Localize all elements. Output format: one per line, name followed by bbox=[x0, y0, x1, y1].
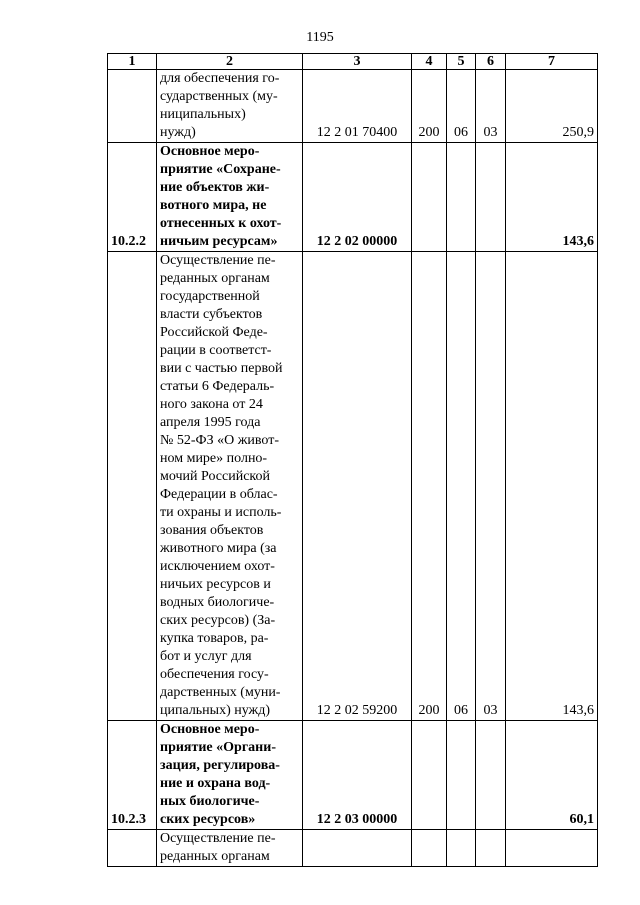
row-col4 bbox=[412, 830, 447, 867]
header-col-6: 6 bbox=[476, 54, 506, 70]
row-name-line: ние объектов жи- bbox=[160, 180, 270, 195]
row-name-line: реданных органам bbox=[160, 271, 270, 286]
row-col4 bbox=[412, 143, 447, 252]
row-name-line: нужд) bbox=[160, 125, 196, 140]
row-name-line: ном мире» полно- bbox=[160, 451, 268, 466]
row-name bbox=[157, 721, 303, 830]
row-name-line: мочий Российской bbox=[160, 469, 271, 484]
row-name-line: обеспечения госу- bbox=[160, 667, 269, 682]
table-row bbox=[108, 70, 598, 143]
row-col6: 03 bbox=[476, 70, 506, 143]
row-number: 10.2.2 bbox=[108, 143, 157, 252]
row-name-line: ти охраны и исполь- bbox=[160, 505, 282, 520]
row-name-line: статьи 6 Федераль- bbox=[160, 379, 275, 394]
header-col-3: 3 bbox=[303, 54, 412, 70]
row-name-line: приятие «Органи- bbox=[160, 740, 276, 755]
row-col6 bbox=[476, 830, 506, 867]
table-row bbox=[108, 830, 598, 867]
row-code: 12 2 02 00000 bbox=[303, 143, 412, 252]
table-row bbox=[108, 143, 598, 252]
header-col-1: 1 bbox=[108, 54, 157, 70]
row-amount: 143,6 bbox=[506, 252, 598, 721]
row-col6: 03 bbox=[476, 252, 506, 721]
row-name-line: Федерации в облас- bbox=[160, 487, 278, 502]
row-col6 bbox=[476, 721, 506, 830]
row-name-line: Осуществление пе- bbox=[160, 831, 276, 846]
row-name-line: водных биологиче- bbox=[160, 595, 275, 610]
row-code bbox=[303, 830, 412, 867]
row-code: 12 2 03 00000 bbox=[303, 721, 412, 830]
header-col-4: 4 bbox=[412, 54, 447, 70]
budget-table bbox=[107, 53, 598, 867]
row-col5 bbox=[447, 830, 476, 867]
row-col4: 200 bbox=[412, 70, 447, 143]
row-amount bbox=[506, 830, 598, 867]
row-name-line: вии с частью первой bbox=[160, 361, 283, 376]
row-name-line: апреля 1995 года bbox=[160, 415, 261, 430]
row-name-line: для обеспечения го- bbox=[160, 71, 280, 86]
row-col5: 06 bbox=[447, 70, 476, 143]
row-col4: 200 bbox=[412, 252, 447, 721]
row-name-line: ние и охрана вод- bbox=[160, 776, 271, 791]
row-name-line: реданных органам bbox=[160, 849, 270, 864]
row-name-line: рации в соответст- bbox=[160, 343, 272, 358]
row-number: 10.2.3 bbox=[108, 721, 157, 830]
row-name-line: № 52-ФЗ «О живот- bbox=[160, 433, 279, 448]
row-name-line: купка товаров, ра- bbox=[160, 631, 269, 646]
row-col5 bbox=[447, 721, 476, 830]
row-amount: 143,6 bbox=[506, 143, 598, 252]
row-name-line: зования объектов bbox=[160, 523, 264, 538]
row-name-line: Осуществление пе- bbox=[160, 253, 276, 268]
row-name-line: ципальных) нужд) bbox=[160, 703, 271, 718]
row-amount: 60,1 bbox=[506, 721, 598, 830]
table-row bbox=[108, 721, 598, 830]
row-number bbox=[108, 70, 157, 143]
table-row bbox=[108, 252, 598, 721]
row-name-line: ных биологиче- bbox=[160, 794, 260, 809]
row-col4 bbox=[412, 721, 447, 830]
row-name bbox=[157, 70, 303, 143]
row-name-line: дарственных (муни- bbox=[160, 685, 281, 700]
row-name-line: ских ресурсов) (За- bbox=[160, 613, 276, 628]
row-name-line: Основное меро- bbox=[160, 722, 260, 737]
row-name bbox=[157, 143, 303, 252]
row-name bbox=[157, 830, 303, 867]
row-name-line: вотного мира, не bbox=[160, 198, 267, 213]
row-name-line: исключением охот- bbox=[160, 559, 275, 574]
header-col-5: 5 bbox=[447, 54, 476, 70]
row-name-line: Основное меро- bbox=[160, 144, 260, 159]
row-name-line: ских ресурсов» bbox=[160, 812, 256, 827]
row-name-line: ничьим ресурсам» bbox=[160, 234, 278, 249]
header-col-2: 2 bbox=[157, 54, 303, 70]
row-name-line: отнесенных к охот- bbox=[160, 216, 282, 231]
row-number bbox=[108, 252, 157, 721]
row-name-line: ниципальных) bbox=[160, 107, 246, 122]
header-col-7: 7 bbox=[506, 54, 598, 70]
row-name-line: приятие «Сохране- bbox=[160, 162, 281, 177]
row-name-line: зация, регулирова- bbox=[160, 758, 280, 773]
row-col5: 06 bbox=[447, 252, 476, 721]
row-name-line: животного мира (за bbox=[160, 541, 277, 556]
row-amount: 250,9 bbox=[506, 70, 598, 143]
row-col5 bbox=[447, 143, 476, 252]
row-name-line: ного закона от 24 bbox=[160, 397, 263, 412]
row-name-line: государственной bbox=[160, 289, 260, 304]
row-name-line: Российской Феде- bbox=[160, 325, 268, 340]
row-name-line: сударственных (му- bbox=[160, 89, 278, 104]
header-row bbox=[108, 54, 598, 70]
row-name-line: бот и услуг для bbox=[160, 649, 252, 664]
row-name bbox=[157, 252, 303, 721]
row-code: 12 2 02 59200 bbox=[303, 252, 412, 721]
page-number: 1195 bbox=[306, 30, 334, 45]
row-col6 bbox=[476, 143, 506, 252]
row-number bbox=[108, 830, 157, 867]
row-name-line: ничьих ресурсов и bbox=[160, 577, 271, 592]
row-name-line: власти субъектов bbox=[160, 307, 263, 322]
row-code: 12 2 01 70400 bbox=[303, 70, 412, 143]
